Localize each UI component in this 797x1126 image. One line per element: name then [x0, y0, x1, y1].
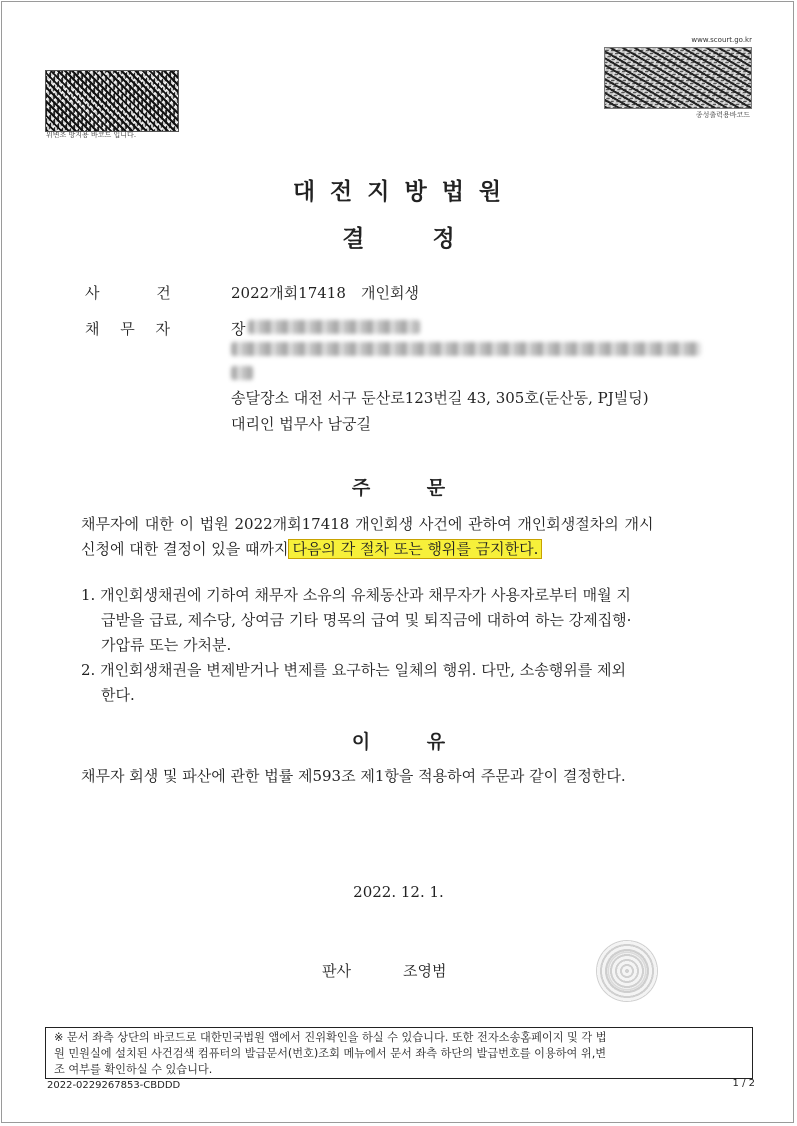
order-item2-line2: 한다. [101, 686, 135, 704]
barcode-left-caption: 위변조 방지용 바코드 입니다. [46, 131, 137, 139]
case-number: 2022개회17418 [231, 284, 346, 302]
case-type: 개인회생 [361, 284, 419, 302]
anti-forgery-barcode [45, 70, 179, 132]
issue-number: 2022-0229267853-CBDDD [47, 1080, 181, 1091]
notice-line-3: 조 여부를 확인하실 수 있습니다. [54, 1063, 213, 1076]
order-heading: 주 문 [351, 477, 446, 499]
debtor-agent: 대리인 법무사 남궁길 [231, 415, 371, 433]
order-item2-line1: 2. 개인회생채권을 변제받거나 변제를 요구하는 일체의 행위. 다만, 소송행위를 제외 [81, 661, 626, 679]
order-intro-line1: 채무자에 대한 이 법원 2022개회17418 개인회생 사건에 관하여 개인회생절차의 개시 [81, 515, 654, 533]
verification-notice [45, 1027, 753, 1079]
highlighted-prohibition: 다음의 각 절차 또는 행위를 금지한다. [288, 539, 542, 559]
debtor-name: 장 [231, 320, 246, 338]
judge-name: 조영범 [403, 962, 447, 980]
court-seal-stamp [596, 940, 658, 1002]
order-intro-text: 신청에 대한 결정이 있을 때까지 [81, 540, 289, 558]
page-border [1, 1, 794, 1123]
document-type: 결 정 [342, 226, 455, 252]
redacted-address [231, 342, 701, 356]
court-url: www.scourt.go.kr [691, 36, 752, 44]
reason-text: 채무자 회생 및 파산에 관한 법률 제593조 제1항을 적용하여 주문과 같이 결정한다. [81, 767, 626, 785]
order-intro-line2 [81, 538, 542, 559]
debtor-label: 채 무 자 [85, 320, 171, 338]
notice-line-1: ※ 문서 좌측 상단의 바코드로 대한민국법원 앱에서 진위확인을 하실 수 있습니다. 또한 전자소송홈페이지 및 각 법 [54, 1031, 607, 1044]
barcode-right-caption: 종성출력용바코드 [695, 111, 750, 119]
order-item1-line3: 가압류 또는 가처분. [101, 636, 232, 654]
order-item1-line1: 1. 개인회생채권에 기하여 채무자 소유의 유체동산과 채무자가 사용자로부터 매월 지 [81, 586, 631, 604]
redacted-address-end [231, 366, 253, 380]
order-item1-line2: 급받을 급료, 제수당, 상여금 기타 명목의 급여 및 퇴직금에 대하여 하는 강제집행· [101, 611, 632, 629]
redacted-name [248, 320, 420, 334]
judge-title: 판사 [322, 962, 351, 980]
court-name: 대전지방법원 [292, 179, 517, 205]
reason-heading: 이 유 [351, 731, 446, 753]
service-address: 송달장소 대전 서구 둔산로123번길 43, 305호(둔산동, PJ빌딩) [231, 389, 649, 407]
case-label: 사 건 [85, 284, 171, 302]
notice-line-2: 원 민원실에 설치된 사건검색 컴퓨터의 발급문서(번호)조회 메뉴에서 문서 좌측 하단의 발급번호를 이용하여 위,변 [54, 1047, 607, 1060]
print-barcode [604, 47, 752, 109]
page-number: 1 / 2 [732, 1078, 755, 1089]
decision-date: 2022. 12. 1. [353, 883, 444, 901]
